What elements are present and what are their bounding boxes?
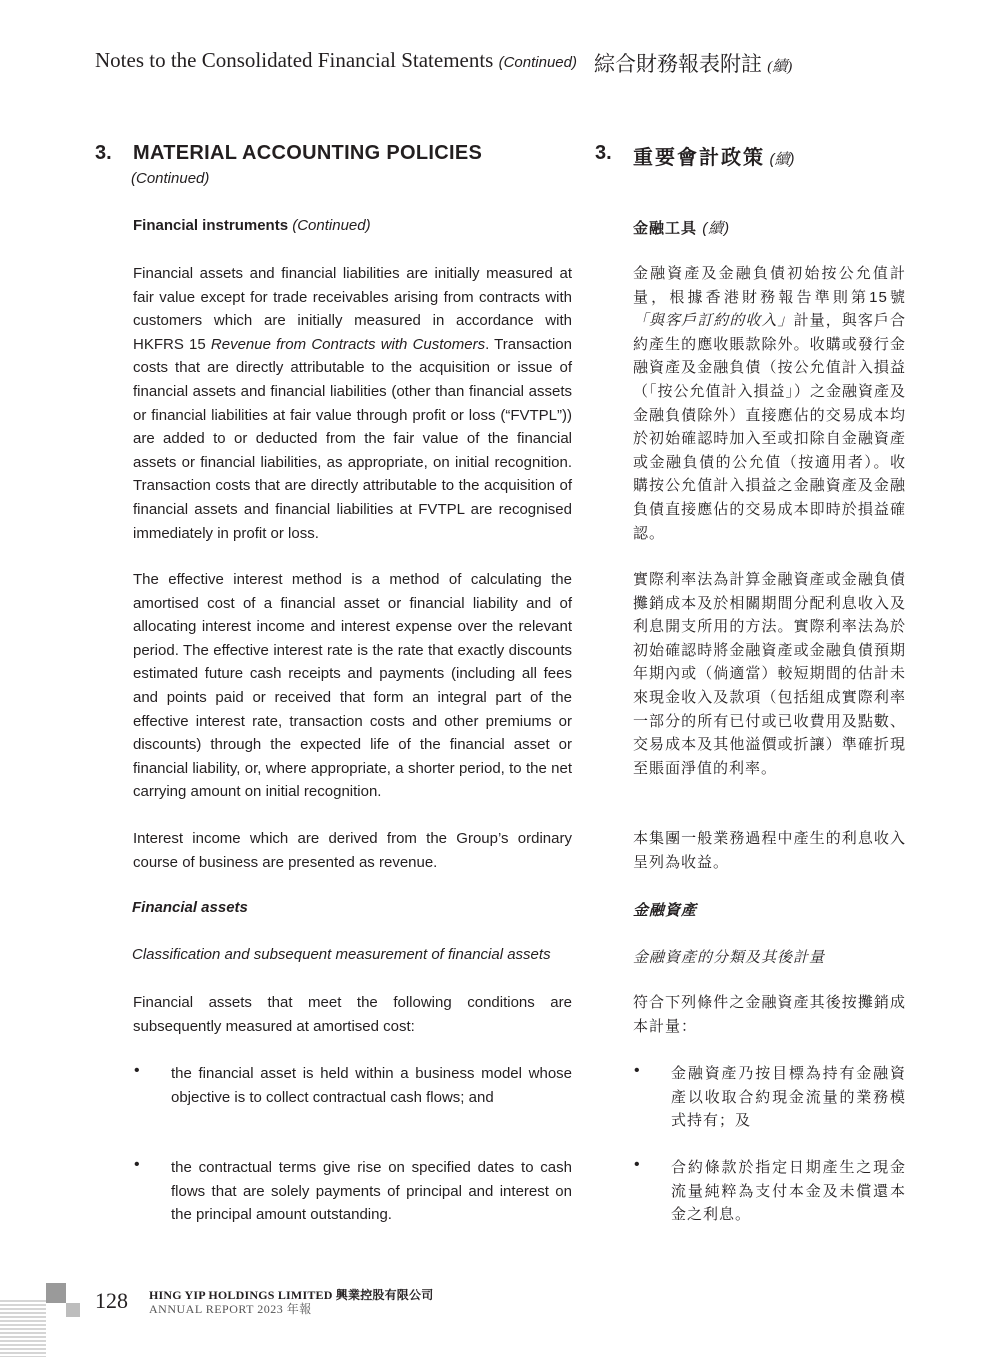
- bullet-business-model-zh: 金融資產乃按目標為持有金融資產以收取合約現金流量的業務模式持有；及: [671, 1065, 906, 1130]
- paragraph-amortised-cost-en: Financial assets that meet the following conditions are subsequently measured at amortised cost:: [133, 994, 572, 1035]
- section-continued-en: (Continued): [131, 170, 210, 187]
- bullet-marker: •: [134, 1156, 140, 1173]
- section-title-en: MATERIAL ACCOUNTING POLICIES: [133, 142, 483, 164]
- financial-assets-heading-zh: 金融資產: [633, 902, 698, 919]
- header-title-zh: 綜合財務報表附註: [594, 52, 762, 76]
- footer-report-title: ANNUAL REPORT 2023 年報: [149, 1302, 312, 1316]
- header-title-en: Notes to the Consolidated Financial Statements: [95, 48, 494, 72]
- page-number: 128: [95, 1288, 128, 1313]
- paragraph-effective-interest-en: The effective interest method is a method of calculating the amortised cost of a financial asset or financial liability and of allocating interest income and interest expense over the relevant period. The effective interest rate is the rate that exactly discounts estimated future cash receipts and payments (including all fees and points paid or received that form an integral part of the effective interest rate, transaction costs and other premiums or discounts) through the expected life of the financial asset or financial liability, or, where appropriate, a shorter period, to the net carrying amount on initial recognition.: [133, 571, 572, 801]
- paragraph-interest-income-en: Interest income which are derived from the Group’s ordinary course of business are presented as revenue.: [133, 830, 572, 871]
- bullet-marker: •: [634, 1062, 640, 1079]
- section-continued-zh: (續): [769, 151, 795, 168]
- footer-square-decoration-small: [66, 1303, 80, 1317]
- bullet-business-model-en: the financial asset is held within a business model whose objective is to collect contractual cash flows; and: [171, 1065, 572, 1106]
- para1-en-standard-title: Revenue from Contracts with Customers: [210, 335, 486, 353]
- running-header-en: [95, 48, 577, 73]
- footer-square-decoration: [46, 1283, 66, 1303]
- section-number-zh: 3.: [595, 142, 612, 164]
- header-continued-en: (Continued): [498, 54, 577, 71]
- bullet-marker: •: [134, 1062, 140, 1079]
- footer-company-name: HING YIP HOLDINGS LIMITED 興業控股有限公司: [149, 1288, 434, 1302]
- header-continued-zh: (續): [767, 59, 793, 75]
- para1-en-part1: Financial assets and financial liabilities are initially measured at fair value except for trade receivables arising from contracts with customers which are initially measured in accordance with HKFRS 15: [133, 265, 572, 353]
- footer-stripe-decoration: [0, 1300, 46, 1357]
- fin-instruments-heading-zh: [633, 217, 730, 238]
- fin-instruments-continued-en: (Continued): [292, 217, 371, 234]
- classification-subheading-en: Classification and subsequent measurement of financial assets: [132, 946, 551, 963]
- paragraph-amortised-cost-zh: 符合下列條件之金融資產其後按攤銷成本計量：: [633, 994, 906, 1035]
- bullet-contractual-terms-zh: 合約條款於指定日期產生之現金流量純粹為支付本金及未償還本金之利息。: [671, 1159, 906, 1224]
- paragraph-initial-measurement-en: [133, 262, 572, 545]
- fin-instruments-continued-zh: (續): [702, 220, 731, 237]
- section-title-zh: 重要會計政策: [633, 147, 765, 169]
- classification-subheading-zh: 金融資產的分類及其後計量: [633, 949, 826, 966]
- paragraph-interest-income-zh: 本集團一般業務過程中產生的利息收入呈列為收益。: [633, 830, 906, 871]
- paragraph-effective-interest-zh: 實際利率法為計算金融資產或金融負債攤銷成本及於相關期間分配利息收入及利息開支所用的方法。實際利率法為於初始確認時將金融資產或金融負債預期年期內或（倘適當）較短期間的估計未來現金收入及款項（包括組成實際利率一部分的所有已付或已收費用及點數、交易成本及其他溢價或折讓）準確折現至賬面淨值的利率。: [633, 571, 906, 777]
- financial-assets-heading-en: Financial assets: [132, 899, 248, 916]
- fin-instruments-title-zh: 金融工具: [633, 220, 698, 237]
- section-number-en: 3.: [95, 142, 112, 164]
- paragraph-initial-measurement-zh: [633, 262, 906, 545]
- fin-instruments-title-en: Financial instruments: [133, 217, 289, 234]
- section-title-zh-wrap: [633, 141, 794, 170]
- para1-zh-part2: 計量，與客戶合約產生的應收賬款除外。收購或發行金融資產及金融負債（按公允值計入損益（「按公允值計入損益」）之金融資產及金融負債除外）直接應佔的交易成本均於初始確認時加入至或扣除自金融資產或金融負債的公允值（按適用者）。收購按公允值計入損益之金融資產及金融負債直接應佔的交易成本即時於損益確認。: [633, 312, 907, 542]
- running-header-zh: [594, 48, 792, 78]
- fin-instruments-heading-en: [133, 217, 371, 234]
- bullet-marker: •: [634, 1156, 640, 1173]
- bullet-contractual-terms-en: the contractual terms give rise on specified dates to cash flows that are solely payments of principal and interest on the principal amount outstanding.: [171, 1159, 572, 1224]
- para1-en-part2: . Transaction costs that are directly attributable to the acquisition or issue of financial assets and financial liabilities (other than financial assets or financial liabilities at fair value through profit or loss (“FVTPL”)) are added to or deducted from the fair value of the financial assets or financial liabilities, as appropriate, on initial recognition. Transaction costs that are directly attributable to the acquisition of financial assets and financial liabilities at FVTPL are recognised immediately in profit or loss.: [133, 335, 572, 542]
- para1-zh-standard-title: 「與客戶訂約的收入」: [633, 312, 794, 330]
- para1-zh-part1: 金融資產及金融負債初始按公允值計量，根據香港財務報告準則第15號: [633, 265, 906, 306]
